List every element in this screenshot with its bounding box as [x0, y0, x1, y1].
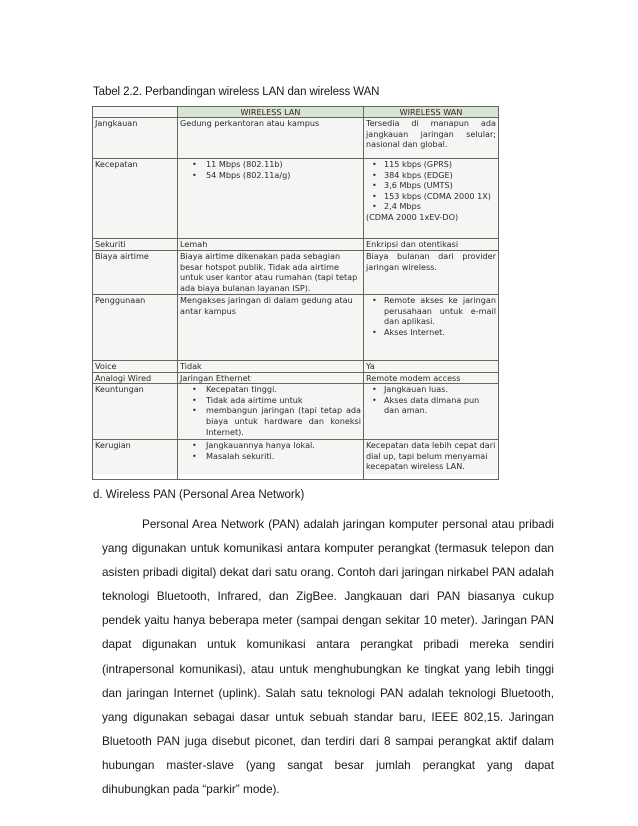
lan-cell: [178, 159, 364, 239]
list-item: • Kecepatan tinggi.: [180, 384, 361, 395]
table-row: [93, 372, 499, 384]
list-item: • Masalah sekuriti.: [180, 451, 361, 462]
list-item: • 3,6 Mbps (UMTS): [366, 180, 496, 191]
list-item: • 384 kbps (EDGE): [366, 170, 496, 181]
table-row: [93, 159, 499, 239]
row-label: Keuntungan: [93, 384, 178, 440]
row-label: Penggunaan: [93, 295, 178, 361]
row-label: Analogi Wired: [93, 372, 178, 384]
row-label: Kecepatan: [93, 159, 178, 239]
wan-cell: [364, 295, 499, 361]
wan-cell: Tersedia di manapun ada jangkauan jaringan selular; nasional dan global.: [364, 118, 499, 159]
table-row: [93, 295, 499, 361]
section-paragraph: [102, 512, 554, 801]
table-row: [93, 239, 499, 251]
comparison-table-image: [92, 106, 498, 474]
list-item: • Akses Internet.: [366, 327, 496, 338]
row-label: Kerugian: [93, 440, 178, 480]
wan-cell: Enkripsi dan otentikasi: [364, 239, 499, 251]
lan-cell: Gedung perkantoran atau kampus: [178, 118, 364, 159]
table-row: [93, 361, 499, 373]
row-label: Jangkauan: [93, 118, 178, 159]
header-cell-empty: [93, 107, 178, 118]
row-label: Sekuriti: [93, 239, 178, 251]
list-item: • 115 kbps (GPRS): [366, 159, 496, 170]
lan-cell: Lemah: [178, 239, 364, 251]
lan-cell: Biaya airtime dikenakan pada sebagian besar hotspot publik. Tidak ada airtime untuk user kantor atau rumahan (tapi tetap ada biaya bulanan layanan ISP).: [178, 251, 364, 295]
table-row: [93, 384, 499, 440]
table-caption: Tabel 2.2. Perbandingan wireless LAN dan wireless WAN: [93, 86, 380, 98]
list-item: • Jangkauannya hanya lokal.: [180, 440, 361, 451]
lan-cell: Mengakses jaringan di dalam gedung atau antar kampus: [178, 295, 364, 361]
lan-cell: Jaringan Ethernet: [178, 372, 364, 384]
table-row: [93, 118, 499, 159]
table-row: [93, 440, 499, 480]
header-cell-wireless-lan: WIRELESS LAN: [178, 107, 364, 118]
row-label: Voice: [93, 361, 178, 373]
list-item: • 11 Mbps (802.11b): [180, 159, 361, 170]
list-item: • Jangkauan luas.: [366, 384, 496, 395]
wan-cell: Kecepatan data lebih cepat dari dial up, tapi belum menyamai kecepatan wireless LAN.: [364, 440, 499, 480]
lan-cell: Tidak: [178, 361, 364, 373]
list-item: • 2,4 Mbps: [366, 201, 496, 212]
wan-cell: [364, 159, 499, 239]
section-heading: d. Wireless PAN (Personal Area Network): [93, 489, 305, 501]
wan-cell: Remote modem access: [364, 372, 499, 384]
lan-cell: [178, 440, 364, 480]
list-item: • 153 kbps (CDMA 2000 1X): [366, 191, 496, 202]
list-item: • 54 Mbps (802.11a/g): [180, 170, 361, 181]
list-item: • Tidak ada airtime untuk: [180, 395, 361, 406]
list-item: • membangun jaringan (tapi tetap ada biaya untuk hardware dan koneksi Internet).: [180, 405, 361, 437]
list-item: • Remote akses ke jaringan perusahaan untuk e-mail dan aplikasi.: [366, 295, 496, 327]
wan-cell: [364, 384, 499, 440]
list-item: • Akses data dimana pun dan aman.: [366, 395, 496, 416]
lan-cell: [178, 384, 364, 440]
table-header-row: [93, 107, 499, 118]
paragraph-text: Personal Area Network (PAN) adalah jaringan komputer personal atau pribadi yang digunakan untuk komunikasi antara komputer perangkat (termasuk telepon dan asisten pribadi digital) dekat dari satu orang. Contoh dari jaringan nirkabel PAN adalah teknologi Bluetooth, Infrared, dan ZigBee. Jangkauan dari PAN biasanya cukup pendek yaitu hanya beberapa meter (sampai dengan sekitar 10 meter). Jaringan PAN dapat digunakan untuk komunikasi antara perangkat pribadi mereka sendiri (intrapersonal komunikasi), atau untuk menghubungkan ke tingkat yang lebih tinggi dan jaringan Internet (uplink). Salah satu teknologi PAN adalah teknologi Bluetooth, yang digunakan sebagai dasar untuk sebuah standar baru, IEEE 802,15. Jaringan Bluetooth PAN juga disebut piconet, dan terdiri dari 8 sampai perangkat aktif dalam hubungan master-slave (yang sangat besar jumlah perangkat yang dapat dihubungkan pada “parkir” mode).: [102, 517, 554, 797]
wan-cell: Biaya bulanan dari provider jaringan wireless.: [364, 251, 499, 295]
row-label: Biaya airtime: [93, 251, 178, 295]
wan-note: (CDMA 2000 1xEV-DO): [366, 211, 459, 222]
wan-cell: Ya: [364, 361, 499, 373]
header-cell-wireless-wan: WIRELESS WAN: [364, 107, 499, 118]
table-row: [93, 251, 499, 295]
comparison-table: [92, 106, 499, 480]
